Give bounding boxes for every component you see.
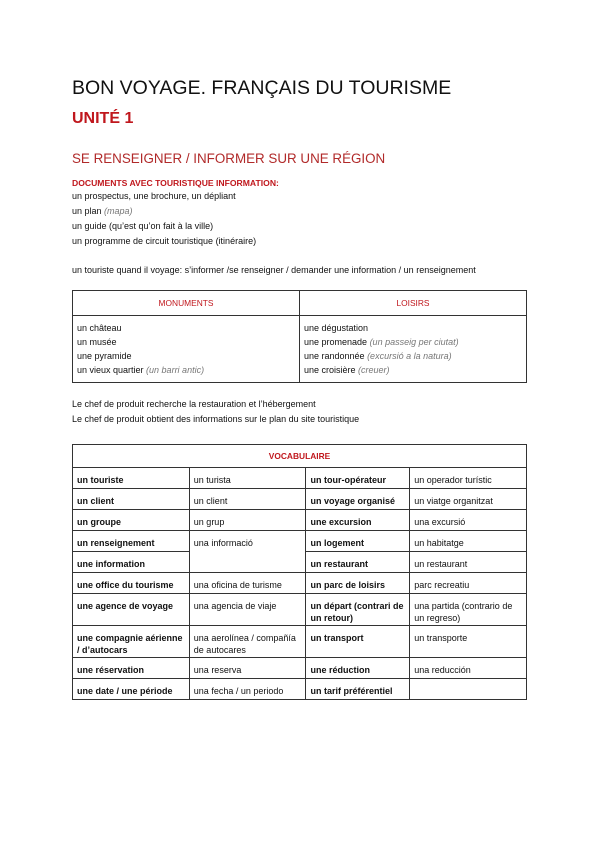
table-cell: una agencia de viaje (189, 594, 306, 626)
table-cell: une réservation (73, 658, 190, 679)
list-item: une randonnée (excursió a la natura) (304, 351, 452, 361)
loisirs-header: LOISIRS (300, 291, 527, 316)
unit-heading: UNITÉ 1 (72, 110, 134, 127)
table-cell: una reducción (410, 658, 527, 679)
documents-heading: DOCUMENTS AVEC TOURISTIQUE INFORMATION: (72, 178, 279, 188)
table-cell: una reserva (189, 658, 306, 679)
list-item: une promenade (un passeig per ciutat) (304, 337, 459, 347)
list-item: une pyramide (77, 351, 132, 361)
document-text: un guide (qu’est qu’on fait à la ville) (72, 221, 214, 231)
monuments-loisirs-table (72, 290, 527, 383)
table-cell: un client (189, 489, 306, 510)
table-row (73, 489, 527, 510)
table-cell: un tarif préférentiel (306, 679, 410, 700)
table-cell (410, 679, 527, 700)
table-cell: un transporte (410, 626, 527, 658)
table-cell: une information (73, 552, 190, 573)
table-cell: une excursion (306, 510, 410, 531)
table-cell: une office du tourisme (73, 573, 190, 594)
table-cell: una partida (contrario de un regreso) (410, 594, 527, 626)
table-cell: un renseignement (73, 531, 190, 552)
text-line: Le chef de produit obtient des informations sur le plan du site touristique (72, 414, 360, 424)
loisirs-cell (300, 316, 527, 383)
document-text: un plan (72, 206, 105, 216)
table-cell: un groupe (73, 510, 190, 531)
document-text: un prospectus, une brochure, un dépliant (72, 191, 236, 201)
table-cell: un operador turístic (410, 468, 527, 489)
table-cell: un grup (189, 510, 306, 531)
table-cell: un viatge organitzat (410, 489, 527, 510)
table-cell: une agence de voyage (73, 594, 190, 626)
table-cell: un client (73, 489, 190, 510)
table-cell: un touriste (73, 468, 190, 489)
table-cell: un départ (contrari de un retour) (306, 594, 410, 626)
document-text: un programme de circuit touristique (itinéraire) (72, 236, 257, 246)
table-row (73, 468, 527, 489)
table-row (73, 531, 527, 552)
table-cell: un restaurant (410, 552, 527, 573)
page-title: BON VOYAGE. FRANÇAIS DU TOURISME (72, 77, 452, 99)
monuments-header: MONUMENTS (73, 291, 300, 316)
vocabulary-header: VOCABULAIRE (73, 445, 527, 468)
table-cell: una excursió (410, 510, 527, 531)
list-item: un château (77, 323, 122, 333)
table-cell: una aerolínea / compañía de autocares (189, 626, 306, 658)
table-cell: un tour-opérateur (306, 468, 410, 489)
table-cell: un voyage organisé (306, 489, 410, 510)
table-cell: una oficina de turisme (189, 573, 306, 594)
table-cell: un logement (306, 531, 410, 552)
list-item: un musée (77, 337, 117, 347)
text-line: Le chef de produit recherche la restauration et l’hébergement (72, 399, 316, 409)
list-item: un vieux quartier (un barri antic) (77, 365, 205, 375)
table-cell: un restaurant (306, 552, 410, 573)
table-cell: un habitatge (410, 531, 527, 552)
chef-de-produit-lines (72, 397, 527, 427)
table-cell: un turista (189, 468, 306, 489)
monuments-cell (73, 316, 300, 383)
table-cell: un parc de loisirs (306, 573, 410, 594)
table-row (73, 658, 527, 679)
table-row (73, 594, 527, 626)
table-row (73, 679, 527, 700)
table-cell: une réduction (306, 658, 410, 679)
table-cell: un transport (306, 626, 410, 658)
tourist-paragraph: un touriste quand il voyage: s’informer /se renseigner / demander une information / un renseignement (72, 265, 476, 275)
documents-line (72, 189, 527, 204)
list-item: une croisière (creuer) (304, 365, 390, 375)
table-cell: une date / une période (73, 679, 190, 700)
table-cell: une compagnie aérienne / d’autocars (73, 626, 190, 658)
list-item: une dégustation (304, 323, 369, 333)
table-row (73, 626, 527, 658)
table-cell: parc recreatiu (410, 573, 527, 594)
documents-line (72, 219, 527, 234)
documents-list (72, 189, 527, 249)
vocabulary-table (72, 444, 527, 700)
document-page (72, 76, 527, 700)
table-cell: una fecha / un periodo (189, 679, 306, 700)
section-heading: SE RENSEIGNER / INFORMER SUR UNE RÉGION (72, 151, 386, 166)
table-row (73, 573, 527, 594)
table-cell: una informació (189, 531, 306, 573)
documents-line (72, 204, 527, 219)
document-note: (mapa) (104, 206, 133, 216)
documents-line (72, 234, 527, 249)
table-row (73, 510, 527, 531)
